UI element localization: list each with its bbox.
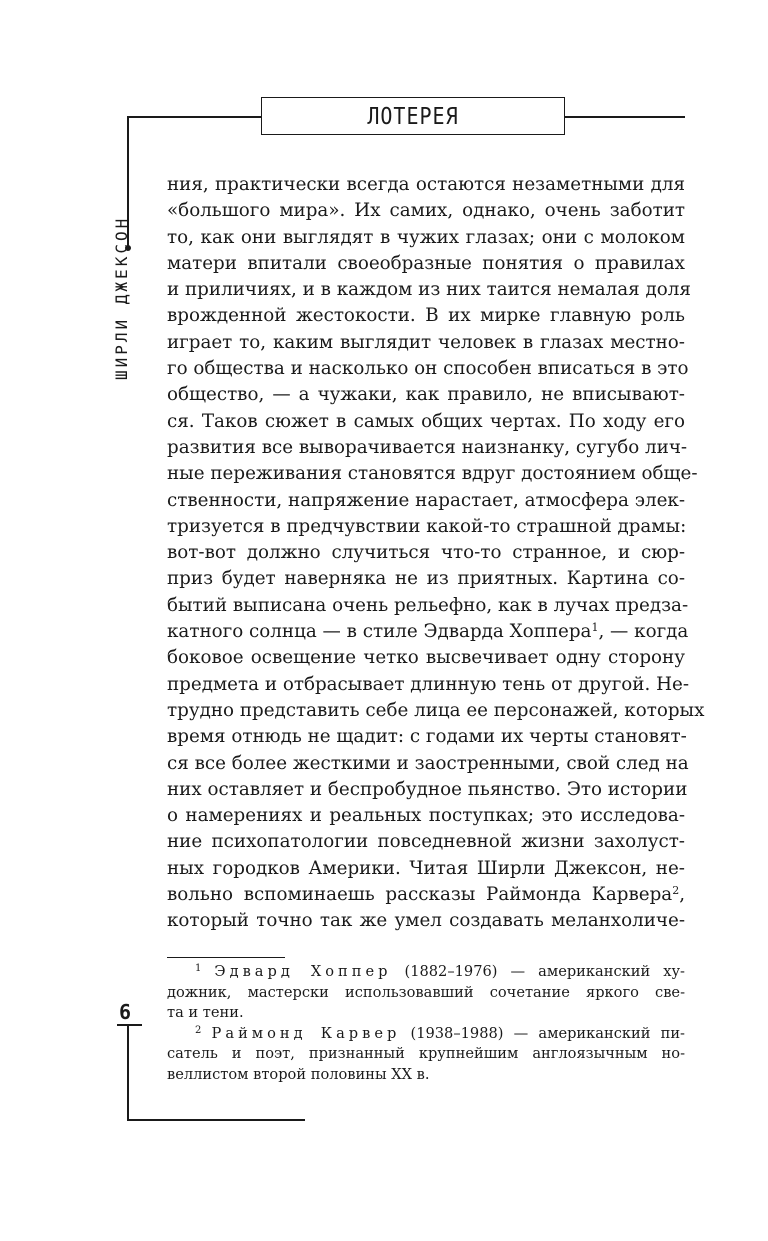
- text-line: ние психопатологии повседневной жизни захолуст-: [167, 831, 685, 853]
- footnote-marker: 1: [195, 963, 202, 974]
- text-line: ся. Таков сюжет в самых общих чертах. По ходу его: [167, 410, 685, 432]
- text-line: ные переживания становятся вдруг достоянием обще-: [167, 463, 698, 485]
- text-line: ных городков Америки. Читая Ширли Джексон, не-: [167, 857, 685, 879]
- text-line: играет то, каким выглядит человек в глазах местно-: [167, 331, 685, 353]
- page-number: 6: [119, 1000, 132, 1024]
- running-title-box: [261, 97, 565, 135]
- footnote-line: дожник, мастерски использовавший сочетание яркого све-: [167, 983, 685, 1001]
- text-line: приз будет наверняка не из приятных. Картина со-: [167, 568, 685, 590]
- text-line: и приличиях, и в каждом из них таится немалая доля: [167, 279, 691, 301]
- footnote-line: та и тени.: [167, 1004, 244, 1021]
- text-line: ся все более жесткими и заостренными, свой след на: [167, 752, 689, 774]
- text-segment: вольно вспоминаешь рассказы Раймонда Карвера: [167, 884, 673, 906]
- running-title: ЛОТЕРЕЯ: [367, 102, 459, 130]
- header-rule-right: [565, 116, 685, 118]
- text-line: развития все выворачивается наизнанку, сугубо лич-: [167, 436, 688, 458]
- footnote-separator: [167, 957, 285, 958]
- text-segment: ,: [679, 884, 685, 906]
- body-text: [167, 172, 705, 935]
- footnote-ref-1[interactable]: 1: [591, 621, 599, 635]
- footnote-ref-2[interactable]: 2: [672, 884, 680, 898]
- text-line: вот-вот должно случиться что-то странное, и сюр-: [167, 542, 685, 564]
- text-line: время отнюдь не щадит: с годами их черты становят-: [167, 726, 687, 748]
- footnotes: [167, 962, 685, 1085]
- text-line: трудно представить себе лица ее персонажей, которых: [167, 699, 705, 721]
- running-head-author: ШИРЛИ ДЖЕКСОН: [112, 215, 131, 380]
- text-line: них оставляет и беспробудное пьянство. Это истории: [167, 778, 688, 800]
- text-line: бытий выписана очень рельефно, как в лучах предза-: [167, 594, 689, 616]
- margin-rule-bottom: [127, 1024, 129, 1120]
- footnote-line: веллистом второй половины XX в.: [167, 1065, 430, 1083]
- footnote-1: [167, 962, 685, 983]
- footer-rule: [127, 1119, 305, 1121]
- text-line: ственности, напряжение нарастает, атмосфера элек-: [167, 489, 685, 511]
- footnote-text: (1938–1988) — американский пи-: [400, 1024, 685, 1042]
- footnote-line: сатель и поэт, признанный крупнейшим англоязычным но-: [167, 1045, 685, 1062]
- text-segment: , — когда: [598, 621, 689, 643]
- text-line: матери впитали своеобразные понятия о правилах: [167, 252, 685, 274]
- text-line: общество, — а чужаки, как правило, не вписывают-: [167, 384, 685, 406]
- header-rule-left: [127, 116, 261, 118]
- text-line: «большого мира». Их самих, однако, очень заботит: [167, 200, 685, 222]
- footnote-2: [167, 1024, 685, 1045]
- text-line: тризуется в предчувствии какой-то страшной драмы:: [167, 515, 687, 537]
- text-line: то, как они выглядят в чужих глазах; они с молоком: [167, 226, 685, 248]
- text-line-with-note-2: [167, 882, 685, 908]
- text-line: врожденной жестокости. В их мирке главную роль: [167, 305, 685, 327]
- page-number-rule: [117, 1024, 142, 1026]
- text-line: боковое освещение четко высвечивает одну сторону: [167, 647, 685, 669]
- text-line: предмета и отбрасывает длинную тень от другой. Не-: [167, 673, 690, 695]
- footnote-name: Эдвард Хоппер: [214, 963, 392, 980]
- text-line: го общества и насколько он способен вписаться в это: [167, 358, 689, 380]
- footnote-name: Раймонд Карвер: [211, 1024, 401, 1042]
- text-line: о намерениях и реальных поступках; это исследова-: [167, 805, 685, 827]
- footnote-marker: 2: [195, 1024, 202, 1036]
- text-line: ния, практически всегда остаются незаметными для: [167, 174, 685, 195]
- text-line: который точно так же умел создавать меланхоличе-: [167, 910, 685, 932]
- text-line-with-note-1: [167, 619, 689, 645]
- footnote-text: (1882–1976) — американский ху-: [391, 963, 685, 980]
- text-segment: катного солнца — в стиле Эдварда Хоппера: [167, 621, 592, 643]
